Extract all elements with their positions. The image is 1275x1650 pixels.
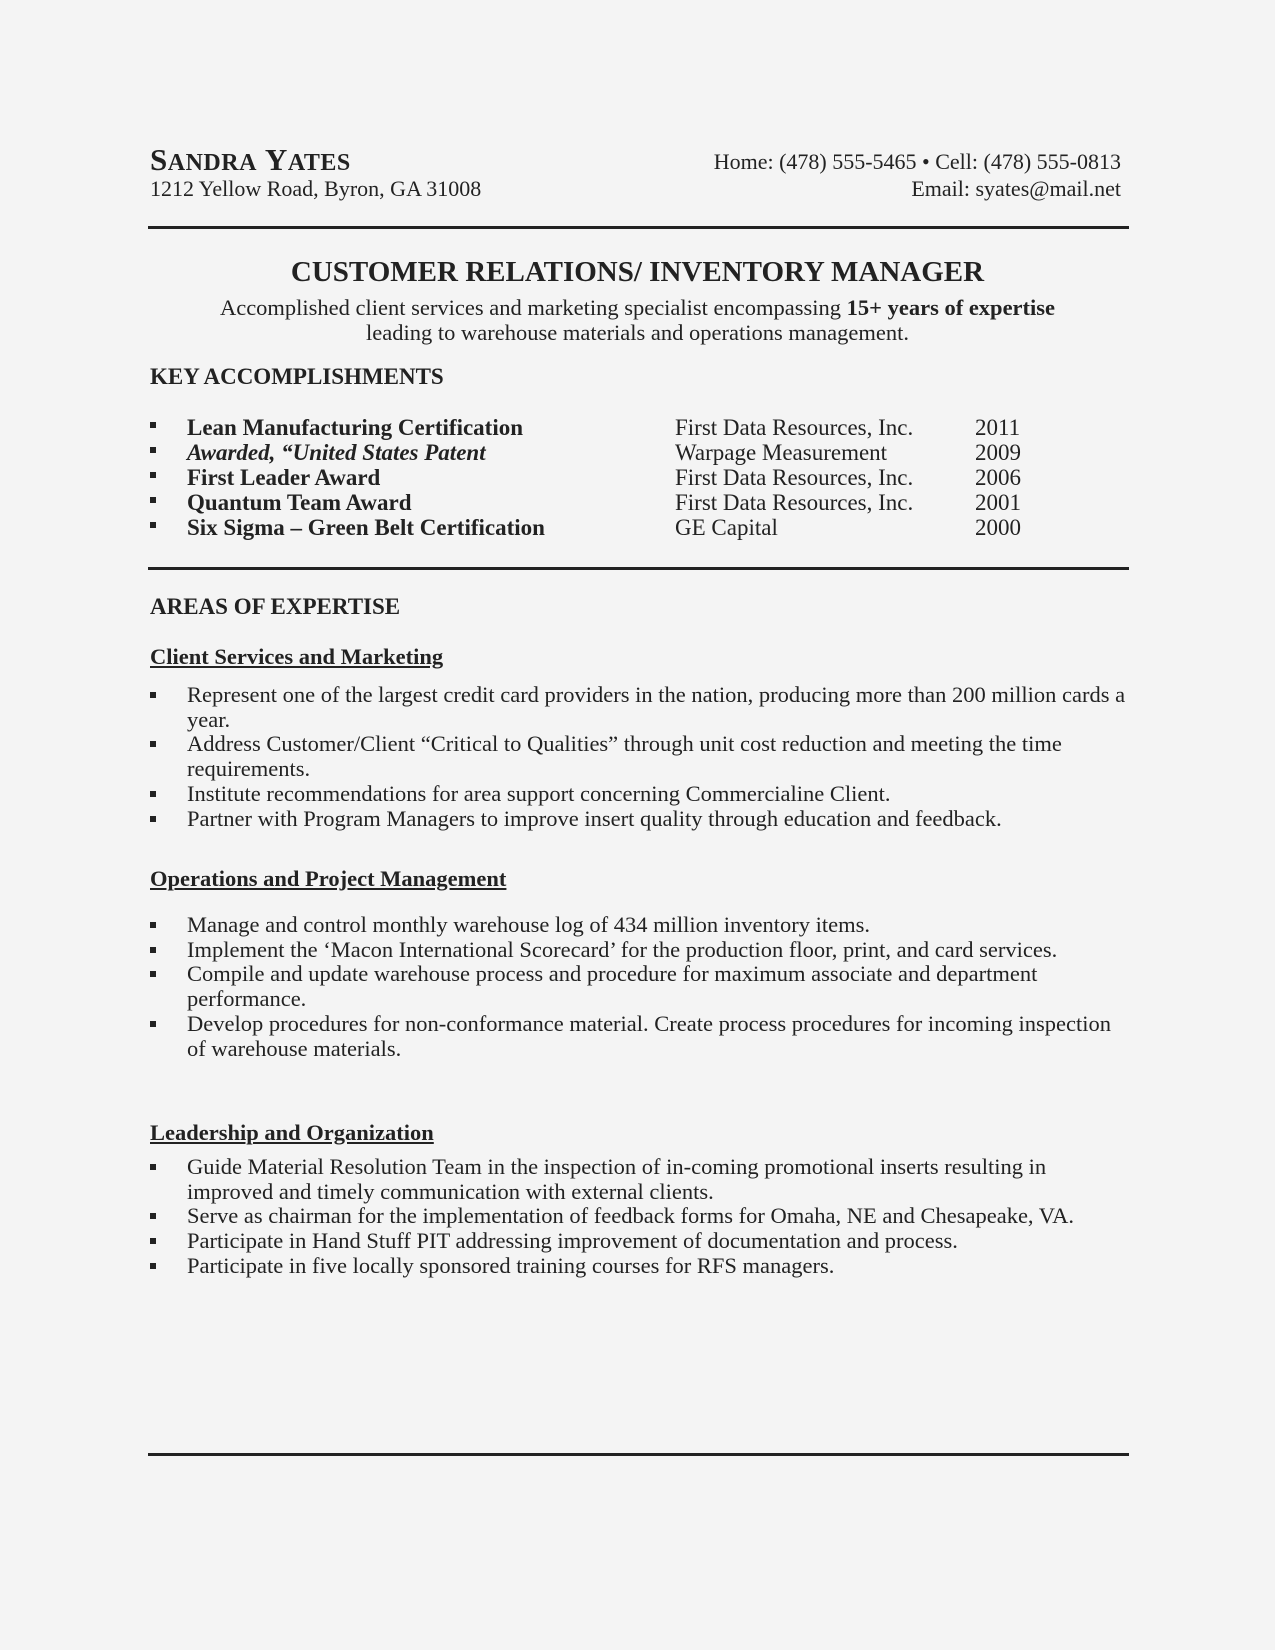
list-item: Serve as chairman for the implementation of feedback forms for Omaha, NE and Chesapeake, VA.: [150, 1204, 1130, 1229]
bullet-icon: [150, 971, 156, 977]
expertise-list: [150, 683, 1130, 831]
list-item: Implement the ‘Macon International Scorecard’ for the production floor, print, and card services.: [150, 938, 1130, 963]
list-item: Guide Material Resolution Team in the inspection of in-coming promotional inserts resulting in improved and timely communication with external clients.: [150, 1155, 1130, 1204]
accomplishment-title: Lean Manufacturing Certification: [187, 415, 524, 440]
accomplishment-row: [150, 465, 1050, 490]
accomplishment-row: [150, 515, 1050, 540]
accomplishment-row: [150, 440, 1050, 465]
list-item: Partner with Program Managers to improve insert quality through education and feedback.: [150, 807, 1130, 832]
bullet-icon: [150, 472, 156, 478]
bullet-icon: [150, 422, 156, 428]
subsection-title: Leadership and Organization: [150, 1120, 434, 1145]
summary: Accomplished client services and marketing specialist encompassing 15+ years of expertise leading to warehouse materials and operations management.: [219, 295, 1056, 345]
accomplishment-row: [150, 415, 1050, 440]
bullet-icon: [150, 1164, 156, 1170]
accomplishment-year: 2001: [975, 490, 1021, 515]
bullet-icon: [150, 1021, 156, 1027]
accomplishment-org: GE Capital: [675, 515, 778, 540]
bullet-icon: [150, 692, 156, 698]
list-item: Address Customer/Client “Critical to Qualities” through unit cost reduction and meeting the time requirements.: [150, 732, 1130, 781]
list-item: Compile and update warehouse process and procedure for maximum associate and department performance.: [150, 962, 1130, 1011]
list-item: Develop procedures for non-conformance material. Create process procedures for incoming inspection of warehouse materials.: [150, 1012, 1130, 1061]
candidate-name: SANDRA YATES: [150, 142, 351, 177]
job-title: CUSTOMER RELATIONS/ INVENTORY MANAGER: [290, 256, 985, 288]
candidate-email: Email: syates@mail.net: [911, 176, 1121, 201]
accomplishment-org: First Data Resources, Inc.: [675, 465, 914, 490]
header-divider: [148, 226, 1129, 229]
candidate-address: 1212 Yellow Road, Byron, GA 31008: [150, 176, 482, 201]
accomplishment-org: First Data Resources, Inc.: [675, 415, 914, 440]
bullet-icon: [150, 947, 156, 953]
expertise-list: [150, 913, 1130, 1061]
footer-divider: [148, 1453, 1129, 1456]
section-divider: [148, 567, 1129, 570]
bullet-icon: [150, 816, 156, 822]
bullet-icon: [150, 497, 156, 503]
subsection-title: Client Services and Marketing: [150, 644, 444, 669]
bullet-icon: [150, 1263, 156, 1269]
accomplishment-row: [150, 490, 1050, 515]
accomplishments-heading: KEY ACCOMPLISHMENTS: [150, 364, 444, 389]
bullet-icon: [150, 1238, 156, 1244]
subsection-title: Operations and Project Management: [150, 866, 507, 891]
accomplishment-year: 2000: [975, 515, 1021, 540]
list-item: Institute recommendations for area support concerning Commercialine Client.: [150, 782, 1130, 807]
accomplishment-title: Quantum Team Award: [187, 490, 412, 515]
accomplishment-title: Six Sigma – Green Belt Certification: [187, 515, 545, 540]
expertise-list: [150, 1155, 1130, 1279]
accomplishment-title: Awarded, “United States Patent: [187, 440, 486, 465]
accomplishment-org: First Data Resources, Inc.: [675, 490, 914, 515]
bullet-icon: [150, 522, 156, 528]
accomplishment-org: Warpage Measurement: [675, 440, 888, 465]
bullet-icon: [150, 791, 156, 797]
bullet-icon: [150, 922, 156, 928]
expertise-heading: AREAS OF EXPERTISE: [150, 594, 401, 619]
candidate-phone: Home: (478) 555-5465 • Cell: (478) 555-0813: [713, 149, 1121, 174]
list-item: Participate in Hand Stuff PIT addressing improvement of documentation and process.: [150, 1229, 1130, 1254]
list-item: Participate in five locally sponsored training courses for RFS managers.: [150, 1254, 1130, 1279]
accomplishment-title: First Leader Award: [187, 465, 381, 490]
bullet-icon: [150, 447, 156, 453]
accomplishment-year: 2011: [975, 415, 1021, 440]
bullet-icon: [150, 741, 156, 747]
accomplishment-year: 2006: [975, 465, 1021, 490]
list-item: Represent one of the largest credit card providers in the nation, producing more than 200 million cards a year.: [150, 683, 1130, 732]
bullet-icon: [150, 1213, 156, 1219]
accomplishment-year: 2009: [975, 440, 1021, 465]
list-item: Manage and control monthly warehouse log of 434 million inventory items.: [150, 913, 1130, 938]
